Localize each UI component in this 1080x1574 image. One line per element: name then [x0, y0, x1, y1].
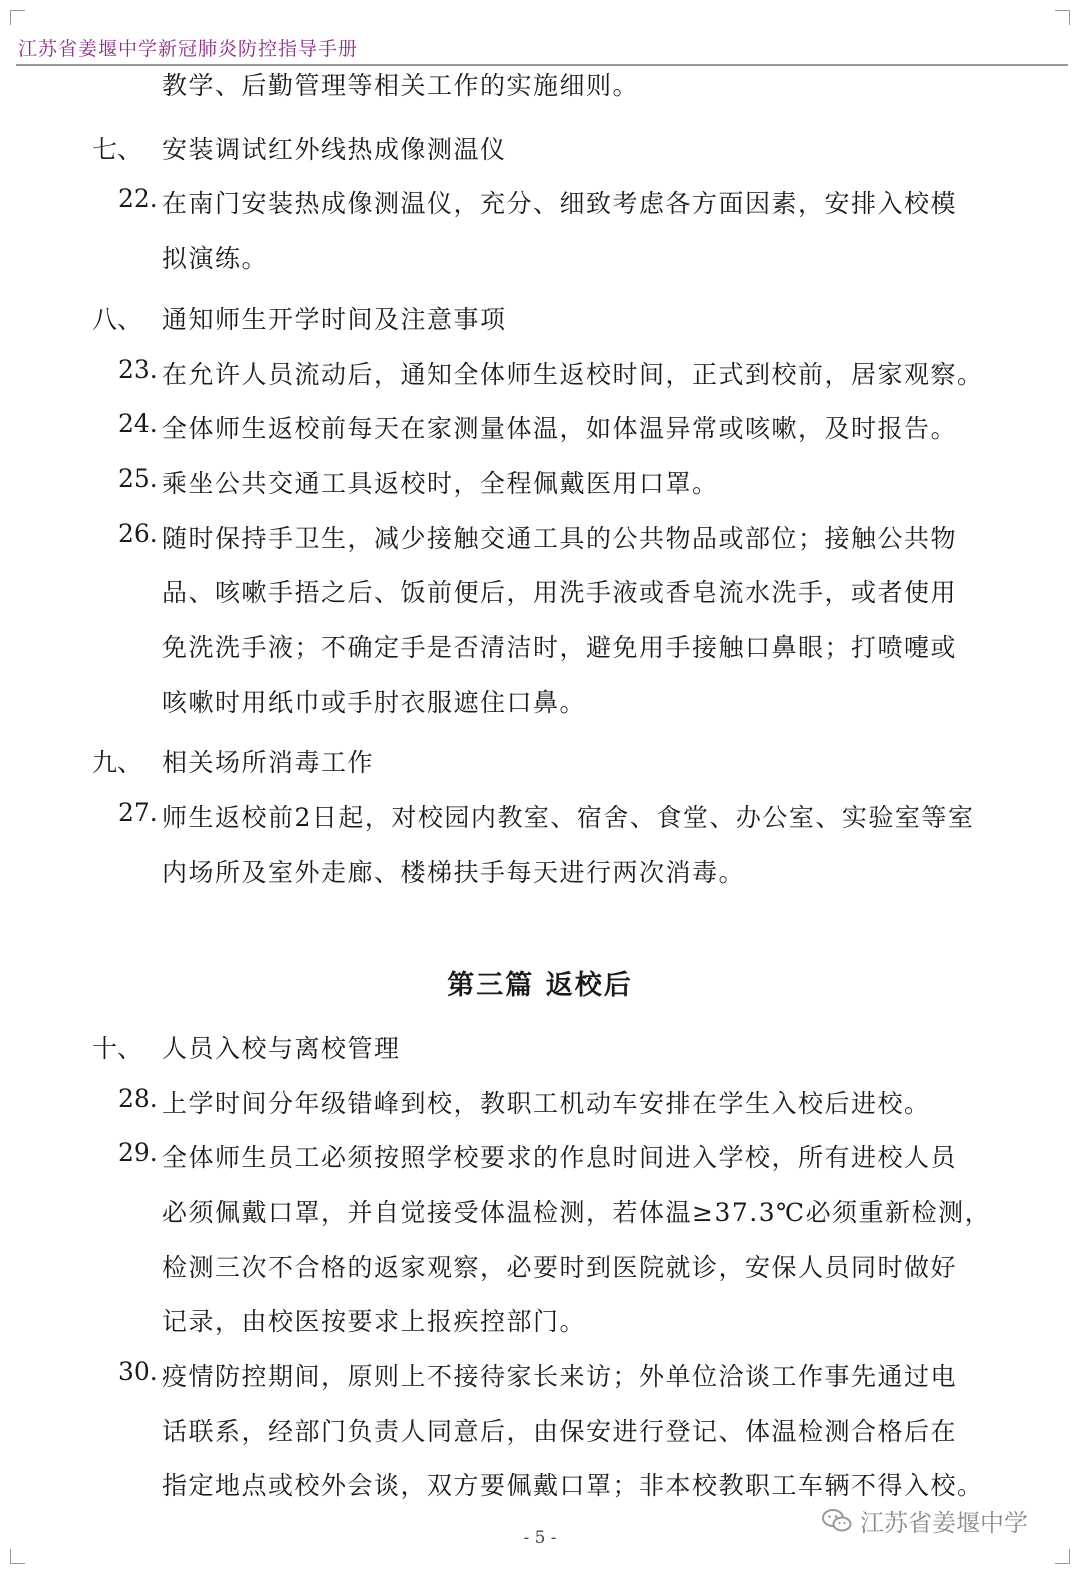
section-number: 十、	[92, 1034, 143, 1063]
item-text-line: 在南门安装热成像测温仪，充分、细致考虑各方面因素，安排入校模	[162, 189, 958, 218]
item-text-line: 全体师生返校前每天在家测量体温，如体温异常或咳嗽，及时报告。	[162, 414, 958, 443]
item-number: 30.	[118, 1357, 158, 1386]
section-title: 通知师生开学时间及注意事项	[162, 305, 507, 334]
continuation-text: 教学、后勤管理等相关工作的实施细则。	[162, 71, 640, 100]
item-text-line: 上学时间分年级错峰到校，教职工机动车安排在学生入校后进校。	[162, 1089, 931, 1118]
item-text-line: 必须佩戴口罩，并自觉接受体温检测，若体温≥37.3℃必须重新检测，	[162, 1198, 992, 1227]
item-text-line: 记录，由校医按要求上报疾控部门。	[162, 1307, 587, 1336]
section-number: 九、	[92, 748, 143, 777]
item-number: 26.	[118, 519, 158, 548]
part-title: 第三篇 返校后	[447, 970, 633, 1001]
item-text-line: 指定地点或校外会谈，双方要佩戴口罩；非本校教职工车辆不得入校。	[162, 1471, 984, 1500]
item-text-line: 检测三次不合格的返家观察，必要时到医院就诊，安保人员同时做好	[162, 1253, 958, 1282]
item-text-line: 咳嗽时用纸巾或手肘衣服遮住口鼻。	[162, 688, 587, 717]
section-number: 八、	[92, 305, 143, 334]
wechat-icon	[822, 1508, 852, 1534]
item-text-line: 疫情防控期间，原则上不接待家长来访；外单位洽谈工作事先通过电	[162, 1362, 958, 1391]
corner-mark-top-right	[1055, 10, 1070, 25]
watermark	[822, 1503, 1028, 1538]
item-text-line: 拟演练。	[162, 244, 269, 273]
item-text-line: 全体师生员工必须按照学校要求的作息时间进入学校，所有进校人员	[162, 1143, 958, 1172]
item-text-line: 乘坐公共交通工具返校时，全程佩戴医用口罩。	[162, 469, 719, 498]
item-text-line: 内场所及室外走廊、楼梯扶手每天进行两次消毒。	[162, 858, 746, 887]
item-number: 28.	[118, 1084, 158, 1113]
item-text-line: 在允许人员流动后，通知全体师生返校时间，正式到校前，居家观察。	[162, 360, 984, 389]
item-number: 24.	[118, 409, 158, 438]
corner-mark-bottom-left	[10, 1549, 25, 1564]
item-number: 23.	[118, 355, 158, 384]
item-text-line: 师生返校前2日起，对校园内教室、宿舍、食堂、办公室、实验室等室	[162, 803, 975, 832]
corner-mark-bottom-right	[1055, 1549, 1070, 1564]
document-header-title: 江苏省姜堰中学新冠肺炎防控指导手册	[18, 38, 359, 60]
item-number: 29.	[118, 1138, 158, 1167]
corner-mark-top-left	[10, 10, 25, 25]
section-title: 相关场所消毒工作	[162, 748, 375, 777]
item-number: 25.	[118, 464, 158, 493]
section-title: 安装调试红外线热成像测温仪	[162, 135, 507, 164]
section-title: 人员入校与离校管理	[162, 1034, 401, 1063]
section-number: 七、	[92, 135, 143, 164]
item-text-line: 免洗洗手液；不确定手是否清洁时，避免用手接触口鼻眼；打喷嚏或	[162, 633, 958, 662]
item-number: 27.	[118, 798, 158, 827]
item-text-line: 品、咳嗽手捂之后、饭前便后，用洗手液或香皂流水洗手，或者使用	[162, 578, 958, 607]
item-text-line: 随时保持手卫生，减少接触交通工具的公共物品或部位；接触公共物	[162, 524, 958, 553]
watermark-text: 江苏省姜堰中学	[860, 1509, 1028, 1537]
page-number: - 5 -	[523, 1528, 557, 1548]
item-text-line: 话联系，经部门负责人同意后，由保安进行登记、体温检测合格后在	[162, 1417, 958, 1446]
item-number: 22.	[118, 184, 158, 213]
